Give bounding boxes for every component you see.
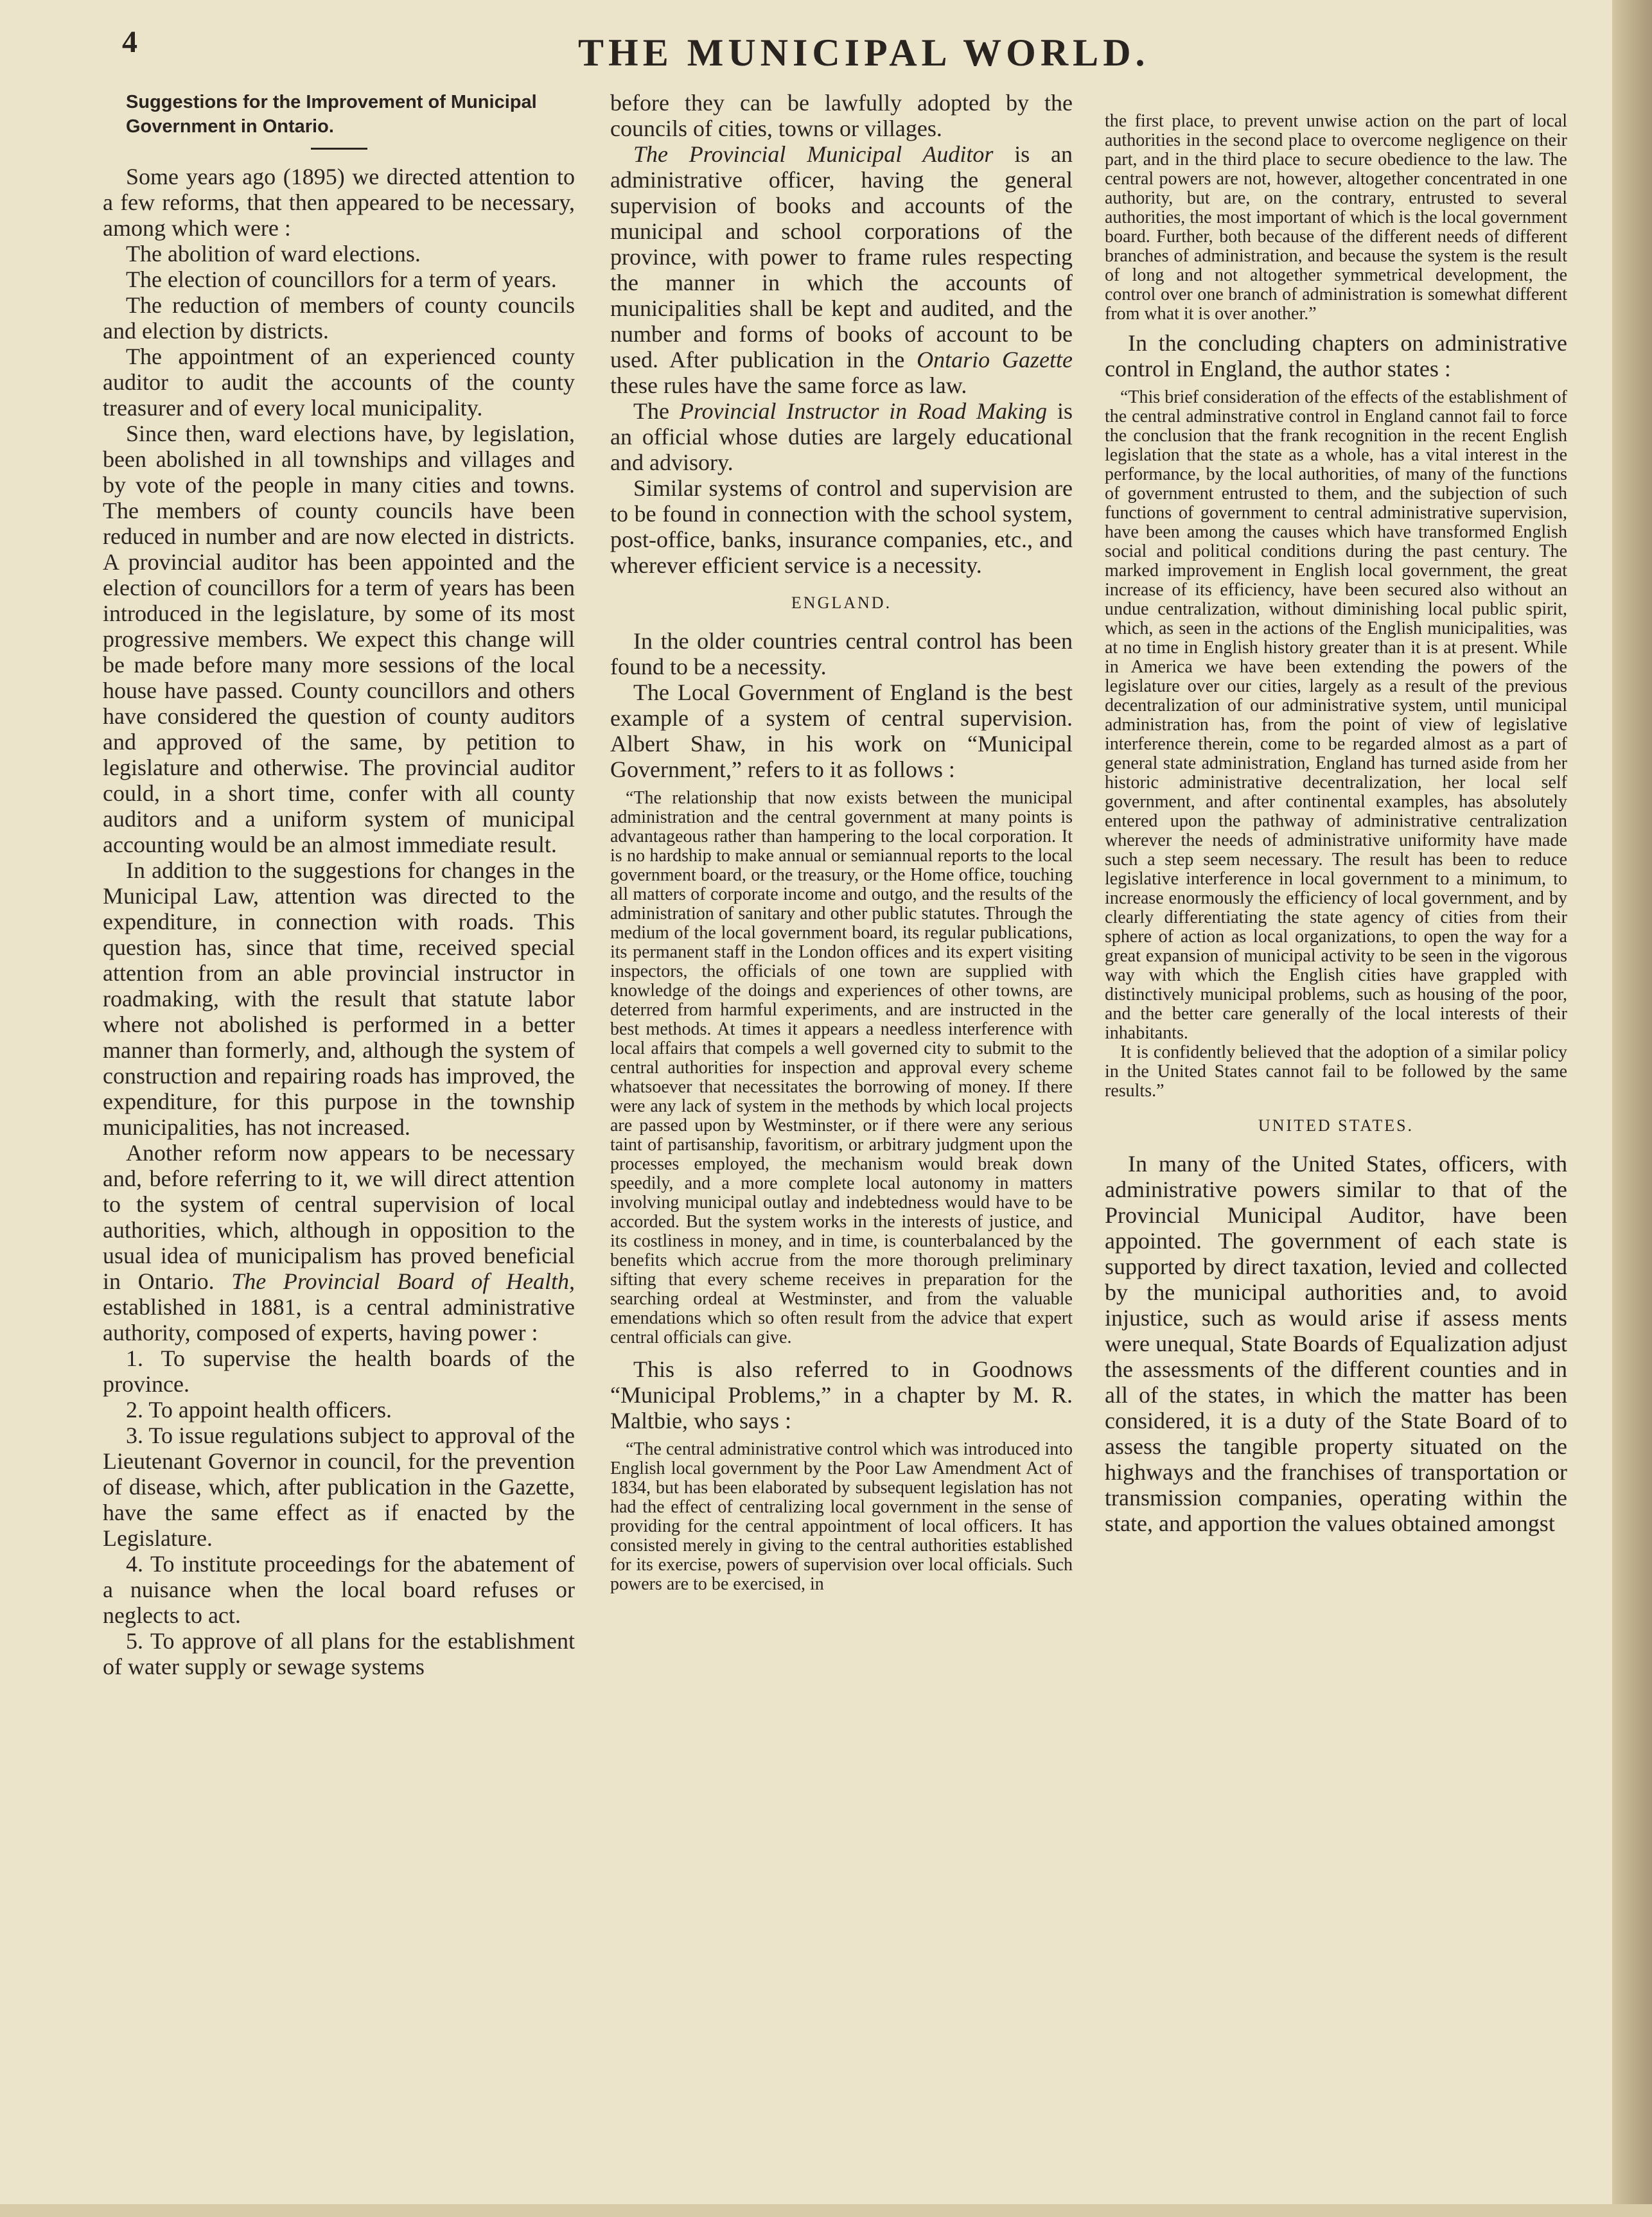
quote-paragraph: the first place, to prevent unwise action on the part of local authorities in the second place to overcome negligence on their part, and in the third place to secure obedience to the law. The central powers are not, however, altogether concentrated in one authority, but are, on the contrary, entrusted to several authorities, the most important of which is the local government board. Further, both because of the different needs of different branches of administration, and because the system is the result of long and not altogether symmetrical development, the control over one branch of administration is somewhat different from what it is over another.”: [1105, 111, 1567, 324]
paragraph: [610, 141, 1073, 398]
section-heading-england: ENGLAND.: [791, 593, 892, 612]
paragraph: before they can be lawfully adopted by the councils of cities, towns or villages.: [610, 90, 1073, 141]
column-1: [103, 90, 575, 2184]
list-item: 2. To appoint health officers.: [126, 1397, 392, 1423]
list-item: 4. To institute proceedings for the abatement of a nuisance when the local board refuses or neglects to act.: [103, 1551, 575, 1628]
block-quote: [610, 789, 1073, 1347]
paragraph: In addition to the suggestions for changes in the Municipal Law, attention was directed to the expenditure, in connection with roads. This question has, since that time, received special attention from an able provincial instructor in roadmaking, with the result that statute labor where not abolished is performed in a better manner than formerly, and, although the system of construction and repairing roads has improved, the expenditure, for this purpose in the township municipalities, has not increased.: [103, 857, 575, 1140]
list-item: 3. To issue regulations subject to approval of the Lieutenant Governor in council, for the prevention of disease, which, after publication in the Gazette, have the same effect as if enacted by the Legislature.: [103, 1423, 575, 1551]
paragraph: The abolition of ward elections.: [126, 241, 421, 267]
paragraph: In the older countries central control has been found to be a necessity.: [610, 628, 1073, 679]
paragraph: The Local Government of England is the best example of a system of central supervision. Albert Shaw, in his work on “Municipal Government,” refers to it as follows :: [610, 679, 1073, 782]
paragraph: Similar systems of control and supervision are to be found in connection with the school system, post-office, banks, insurance companies, etc., and wherever efficient service is a necessity.: [610, 475, 1073, 578]
quote-paragraph: “This brief consideration of the effects of the establishment of the central adminstrative control in England cannot fail to force the conclusion that the frank recognition in the recent English legislation that the state as a whole, has a vital interest in the performance, by the local authorities, of many of the functions of government entrusted to them, and the subjection of such functions of government to central administrative supervision, have been among the causes which have transformed English social and political conditions during the past century. The marked improvement in English local government, the great increase of its efficiency, have been secured also without an undue centralization, without diminishing local public spirit, which, as seen in the actions of the English municipalities, was at no time in English history greater than it is at present. While in America we have been extending the powers of the legislature over our cities, largely as a result of the previous decentralization of our administrative system, until municipal administration has, from the point of view of legislative interference therein, come to be regarded almost as a part of general state administration, England has turned aside from her historic administrative decentralization, her local self government, and after continental examples, has absolutely entered upon the pathway of administrative centralization wherever the needs of administrative uniformity have made such a step seem necessary. The result has been to reduce legislative interference in local government to a minimum, to increase enormously the efficiency of local government, and by clearly differentiating the state agency of cities from their sphere of action as local organizations, to open the way for a great expansion of municipal activity to be seen in the vigorous way with which the English cities have grappled with distinctively municipal problems, such as housing of the poor, and the better care generally of the local interests of their inhabitants.: [1105, 387, 1567, 1043]
paragraph: [103, 1140, 575, 1345]
block-quote: [1105, 388, 1567, 1101]
text-run: is an administrative officer, having the general supervision of books and accounts of the municipal and school corporations of the province, with power to frame rules respecting the manner in which the accounts of municipalities shall be kept and audited, and the number and forms of books of account to be used. After publication in the: [610, 141, 1073, 372]
page-bottom-edge: [0, 2204, 1652, 2217]
column-3: [1105, 90, 1567, 2184]
paragraph: This is also referred to in Goodnows “Municipal Problems,” in a chapter by M. R. Maltbie, who says :: [610, 1356, 1073, 1433]
quote-paragraph: “The relationship that now exists between the municipal administration and the central government at many points is advantageous rather than hampering to the local corporation. It is no hardship to make annual or semiannual reports to the local government board, or the treasury, or the Home office, touching all matters of corporate income and outgo, and the results of the administration of sanitary and other public statutes. Through the medium of the local government board, its regular publications, its permanent staff in the London offices and its expert visiting inspectors, the officials of one town are supplied with knowledge of the doings and experiences of other towns, are deterred from harmful experiments, and are instructed in the best methods. At times it appears a needless interference with local affairs that compels a well governed city to submit to the central authorities for inspection and approval every scheme whatsoever that necessitates the borrowing of money. If there were any lack of system in the methods by which local projects are passed upon by Westminster, or if there were any serious taint of partisanship, favoritism, or arbitrary judgment upon the processes employed, the mechanism would break down speedily, and a more complete local autonomy in matters involving municipal outlay and indebtedness would have to be accorded. But the system works in the interests of justice, and its costliness in money, and in time, is counterbalanced by the benefits which accrue from the more thorough preliminary sifting that every scheme receives in preparation for the searching ordeal at Westminster, and from the valuable emendations which so often result from the advice that expert central officials can give.: [610, 788, 1073, 1347]
paragraph: The appointment of an experienced county auditor to audit the accounts of the county treasurer and of every local municipality.: [103, 344, 575, 421]
paragraph: The election of councillors for a term of years.: [126, 267, 557, 292]
page-edge-shadow: [1612, 0, 1652, 2217]
paragraph: Some years ago (1895) we directed attention to a few reforms, that then appeared to be necessary, among which were :: [103, 164, 575, 241]
italic-run: Provincial Instructor in Road Making: [679, 398, 1048, 424]
text-run: is an official whose duties are largely educational and advisory.: [610, 398, 1073, 475]
paragraph: In many of the United States, officers, with administrative powers similar to that of the Provincial Municipal Auditor, have been appointed. The government of each state is supported by direct taxation, levied and collected by the municipal authorities and, to avoid injustice, such as would arise if assess ments were unequal, State Boards of Equalization adjust the assessments of the different counties and in all of the states, in which the matter has been considered, it is a duty of the State Board of to assess the tangible property situated on the highways and the franchises of transportation or transmission companies, operating within the state, and apportion the values obtained amongst: [1105, 1151, 1567, 1536]
text-run: The: [633, 398, 680, 424]
section-heading-united-states: UNITED STATES.: [1258, 1116, 1414, 1135]
text-run: established in 1881, is a central administrative authority, composed of experts, having power :: [103, 1294, 575, 1345]
article-title-line-1: Suggestions for the Improvement of Municipal: [126, 92, 537, 112]
paragraph: The reduction of members of county councils and election by districts.: [103, 292, 575, 344]
list-item: 5. To approve of all plans for the establishment of water supply or sewage systems: [103, 1628, 575, 1679]
quote-paragraph: It is confidently believed that the adoption of a similar policy in the United States cannot fail to be followed by the same results.”: [1105, 1042, 1567, 1101]
article-title-line-2: Government in Ontario.: [126, 116, 334, 137]
text-run: Another reform now appears to be necessary and, before referring to it, we will direct attention to the system of central supervision of local authorities, which, although in opposition to the usual idea of municipalism has proved beneficial in Ontario.: [103, 1140, 575, 1294]
italic-run: The Provincial Municipal Auditor: [633, 141, 994, 167]
column-2: [610, 90, 1073, 2184]
paragraph: Since then, ward elections have, by legislation, been abolished in all townships and villages and by vote of the people in many cities and towns. The members of county councils have been reduced in number and are now elected in districts. A provincial auditor has been appointed and the election of councillors for a term of years has been introduced in the legislature, by some of its most progressive members. We expect this change will be made before many more sessions of the local house have passed. County councillors and others have considered the question of county auditors and approved of the same, by petition to legislature and otherwise. The provincial auditor could, in a short time, confer with all county auditors and a uniform system of municipal accounting would be an almost immediate result.: [103, 421, 575, 857]
italic-run: Ontario Gazette: [917, 347, 1073, 372]
title-rule: [311, 148, 367, 150]
paragraph: In the concluding chapters on administrative control in England, the author states :: [1105, 330, 1567, 381]
paragraph: [610, 398, 1073, 475]
block-quote: [610, 1440, 1073, 1594]
quote-paragraph: “The central administrative control which was introduced into English local government by the Poor Law Amendment Act of 1834, but has been elaborated by subsequent legislation has not had the effect of centralizing local government in the sense of providing for the central appointment of local officers. It has consisted merely in giving to the central authorities established for its exercise, powers of supervision over local officials. Such powers are to be exercised, in: [610, 1439, 1073, 1594]
text-run: these rules have the same force as law.: [610, 372, 967, 398]
list-item: 1. To supervise the health boards of the province.: [103, 1345, 575, 1397]
publication-title: THE MUNICIPAL WORLD.: [578, 31, 1150, 74]
page-number: 4: [122, 25, 137, 59]
italic-run: The Provincial Board of Health,: [231, 1268, 575, 1294]
